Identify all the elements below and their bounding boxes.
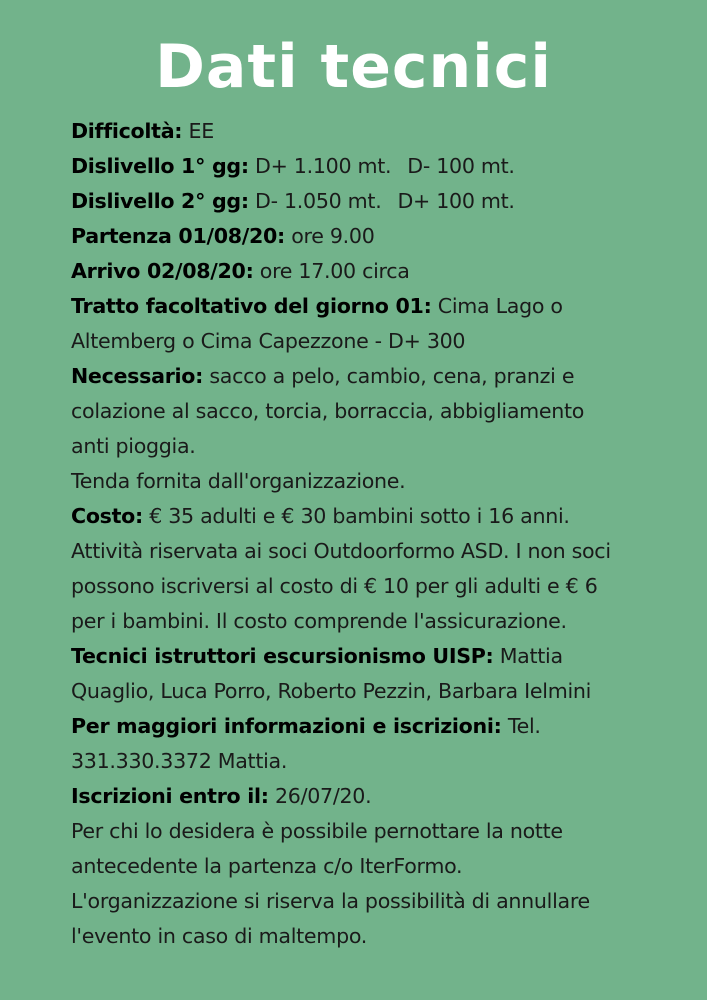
cost-line-1 [71, 499, 686, 534]
required-text-2: colazione al sacco, torcia, borraccia, abbigliamento [71, 399, 585, 423]
info-label: Per maggiori informazioni e iscrizioni: [71, 714, 502, 738]
cost-text-3: possono iscriversi al costo di € 10 per gli adulti e € 6 [71, 574, 598, 598]
cancellation-text-1: L'organizzazione si riserva la possibilità di annullare [71, 889, 590, 913]
difficulty-value: EE [188, 119, 214, 143]
cost-label: Costo: [71, 504, 143, 528]
arrival-label: Arrivo 02/08/20: [71, 259, 254, 283]
elevation-day1-gain: D+ 1.100 mt. [255, 154, 392, 178]
difficulty-label: Difficoltà: [71, 119, 183, 143]
cost-text-2: Attività riservata ai soci Outdoorformo ASD. I non soci [71, 539, 611, 563]
page-title: Dati tecnici [155, 32, 552, 102]
elevation-day2-line [71, 184, 686, 219]
instructors-text-1: Mattia [499, 644, 563, 668]
difficulty-line [71, 114, 686, 149]
required-text-3: anti pioggia. [71, 434, 196, 458]
overnight-text-1: Per chi lo desidera è possibile pernottare la notte [71, 819, 563, 843]
cost-text-1: € 35 adulti e € 30 bambini sotto i 16 anni. [149, 504, 570, 528]
registration-deadline-label: Iscrizioni entro il: [71, 784, 269, 808]
instructors-line-1 [71, 639, 686, 674]
required-label: Necessario: [71, 364, 204, 388]
optional-route-line-1 [71, 289, 686, 324]
elevation-day2-label: Dislivello 2° gg: [71, 189, 249, 213]
required-line-1 [71, 359, 686, 394]
departure-line [71, 219, 686, 254]
elevation-day1-line [71, 149, 686, 184]
optional-route-label: Tratto facoltativo del giorno 01: [71, 294, 432, 318]
optional-route-text-2: Altemberg o Cima Capezzone - D+ 300 [71, 329, 466, 353]
registration-deadline-line [71, 779, 686, 814]
overnight-text-2: antecedente la partenza c/o IterFormo. [71, 854, 463, 878]
elevation-day2-loss: D- 1.050 mt. [255, 189, 382, 213]
elevation-day1-loss: D- 100 mt. [407, 154, 515, 178]
arrival-line [71, 254, 686, 289]
departure-label: Partenza 01/08/20: [71, 224, 285, 248]
registration-deadline-value: 26/07/20. [274, 784, 372, 808]
required-text-1: sacco a pelo, cambio, cena, pranzi e [209, 364, 575, 388]
info-phone: 331.330.3372 Mattia. [71, 749, 288, 773]
tent-note: Tenda fornita dall'organizzazione. [71, 469, 406, 493]
technical-details [71, 114, 686, 954]
elevation-day1-label: Dislivello 1° gg: [71, 154, 249, 178]
cancellation-text-2: l'evento in caso di maltempo. [71, 924, 368, 948]
elevation-day2-gain: D+ 100 mt. [397, 189, 515, 213]
info-text-1: Tel. [507, 714, 541, 738]
optional-route-text-1: Cima Lago o [437, 294, 563, 318]
instructors-text-2: Quaglio, Luca Porro, Roberto Pezzin, Barbara Ielmini [71, 679, 592, 703]
cost-text-4: per i bambini. Il costo comprende l'assicurazione. [71, 609, 567, 633]
arrival-value: ore 17.00 circa [259, 259, 410, 283]
info-line-1 [71, 709, 686, 744]
instructors-label: Tecnici istruttori escursionismo UISP: [71, 644, 494, 668]
departure-value: ore 9.00 [291, 224, 375, 248]
